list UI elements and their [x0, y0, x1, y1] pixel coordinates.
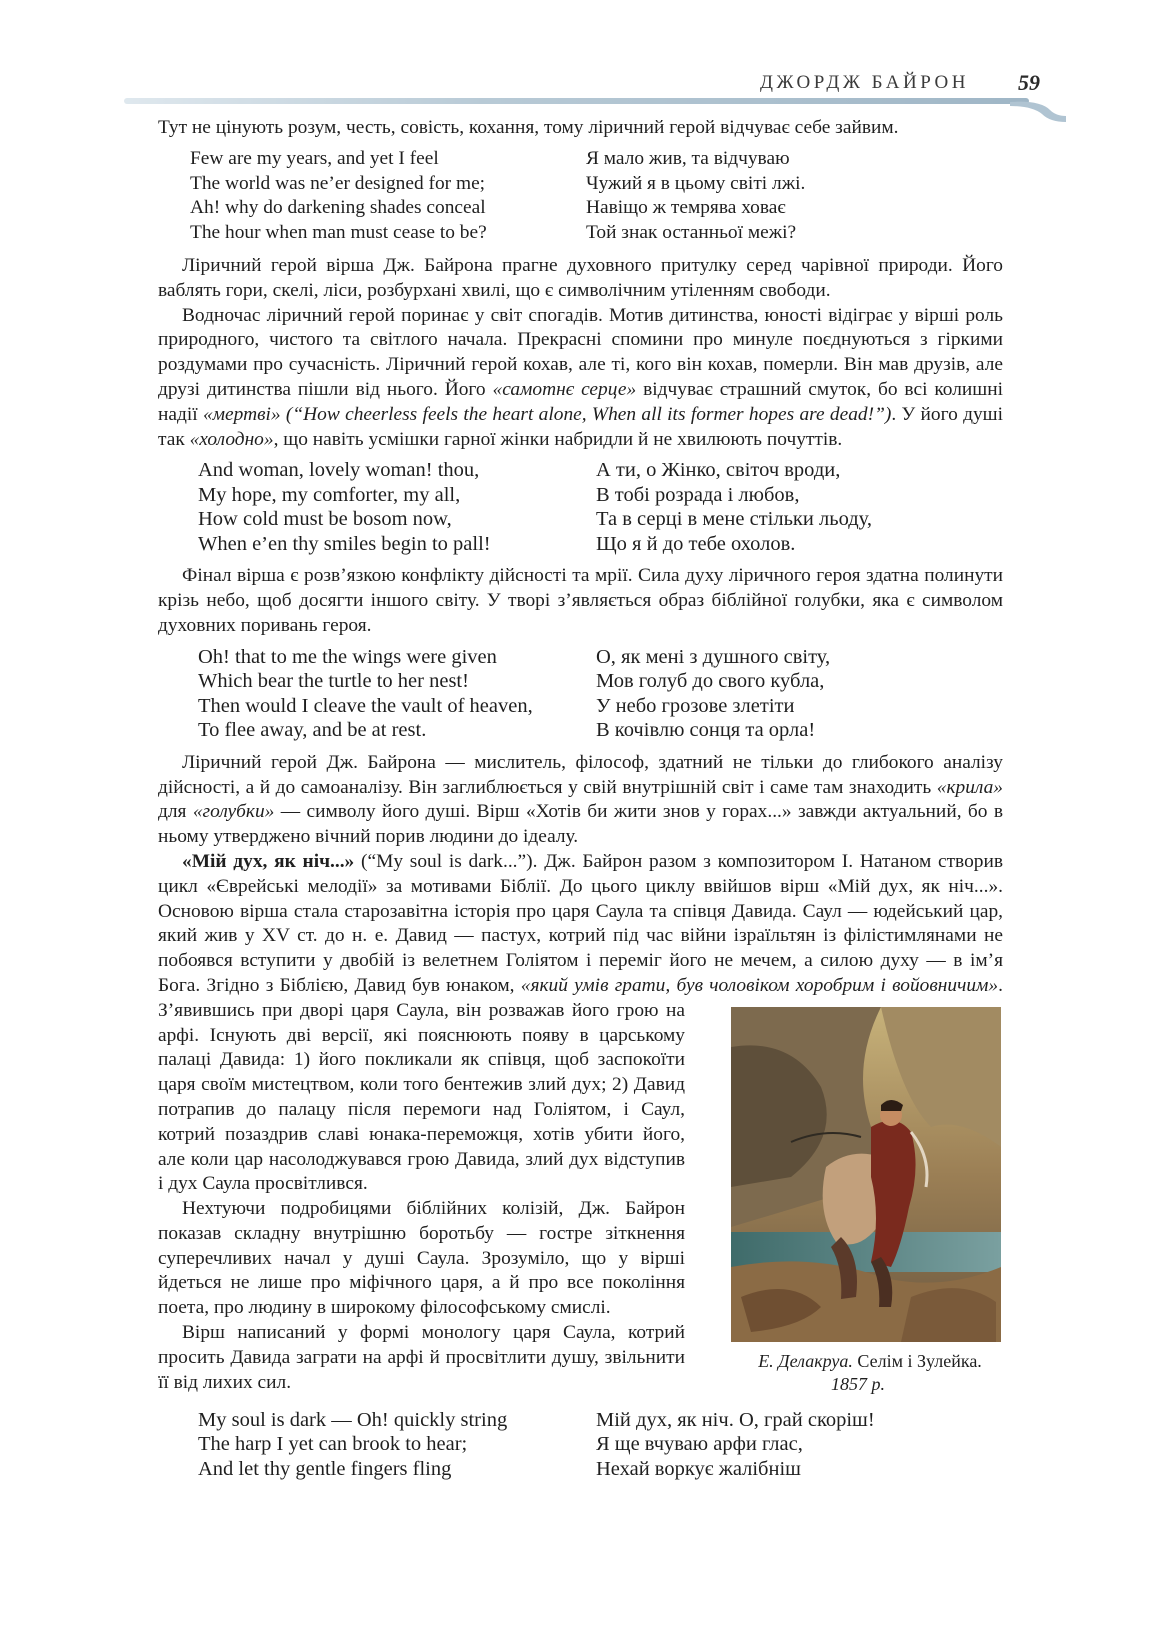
header-rule: [124, 98, 1029, 104]
poem-line: У небо грозове злетіти: [596, 694, 795, 717]
page-number: 59: [1018, 70, 1040, 95]
poem-translation: [578, 1408, 1003, 1482]
poem-line: Мов голуб до свого кубла,: [596, 670, 825, 693]
poem-line: And let thy gentle fingers fling: [198, 1457, 452, 1480]
poem-line: My hope, my comforter, my all,: [198, 483, 461, 506]
poem-line: The harp I yet can brook to hear;: [198, 1433, 468, 1456]
poem-line: Мій дух, як ніч. О, грай скоріш!: [596, 1408, 875, 1431]
poem-line: The hour when man must cease to be?: [190, 222, 487, 244]
poem-translation: [568, 147, 1003, 246]
poem-translation: [578, 645, 1003, 743]
paragraph-nature: Ліричний герой вірша Дж. Байрона прагне духовного притулку серед чарівної природи. Його ваблять гори, скелі, ліси, розбурхані хвилі, що є символічним утіленням свободи.: [158, 254, 1003, 301]
poem-translation: [578, 458, 1003, 556]
running-header-title: ДЖОРДЖ БАЙРОН: [760, 72, 969, 93]
page-body: [158, 116, 1003, 1489]
poem-original: [158, 458, 578, 556]
intro-paragraph: Тут не цінують розум, честь, совість, кохання, тому ліричний герой відчуває себе зайвим.: [158, 117, 899, 138]
poem-line: А ти, о Жінко, світоч вроди,: [596, 459, 841, 482]
paragraph-monologue: Вірш написаний у формі монологу царя Саула, котрий просить Давида заграти на арфі й просвітлити душу, звільнити її від лихих сил.: [158, 1322, 685, 1393]
poem-line: Я ще вчуваю арфи глас,: [596, 1433, 803, 1456]
poem-line: В тобі розрада і любов,: [596, 483, 800, 506]
poem-line: Few are my years, and yet I feel: [190, 147, 439, 169]
paragraph-finale: Фінал вірша є розв’язкою конфлікту дійсності та мрії. Сила духу ліричного героя здатна полинути крізь небо, щоб досягти іншого світу. У творі з’являється образ біблійної голубки, яка є символом духовних поривань героя.: [158, 565, 1003, 636]
figure: [713, 1007, 1003, 1396]
poem-line: Ah! why do darkening shades conceal: [190, 197, 486, 219]
poem-line: О, як мені з душного світу,: [596, 645, 831, 668]
poem-original: [158, 645, 578, 743]
poem-line: The world was ne’er designed for me;: [190, 172, 486, 194]
poem-line: Та в серці в мене стільки льоду,: [596, 508, 872, 531]
poem-line: Then would I cleave the vault of heaven,: [198, 694, 533, 717]
paragraph-soul-intro: «Мій дух, як ніч...» (“My soul is dark...”). Дж. Байрон разом з композитором І. Натаном створив цикл «Єврейські мелодії» за мотивами Біблії. До цього циклу ввійшов вірш «Мій дух, як ніч...». Основою вірша стала старозавітна історія про царя Саула та співця Давида. Саул — юдейський цар, який жив у XV ст. до н. е. Давид — пастух, котрий під час війни ізраїльтян із філістимлянами не побоявся вступити у двобій із велетнем Голіятом і переміг його не мечем, а силою духу — в ім’я Бога. Згідно з Біблією, Давид був юнаком, «який умів грати, був чоловіком хоробрим і войовничим» Е. Делакруа. Селім і Зулейка. 1857 р. . З’явившись при дворі царя Саула, він розважав його грою на арфі. Існують дві версії, які пояснюють появу в царському палаці Давида: 1) його покликали як співця, щоб заспокоїти царя своїм мистецтвом, коли того бентежив злий дух; 2) Давид потрапив до палацу після перемоги над Голіятом, і Саул, котрий позаздрив славі юнака-переможця, хотів убити його, але коли цар насолоджувався грою Давида, злий дух відступив і дух Саула просвітлився.: [158, 850, 1003, 1394]
paragraph-memories: Водночас ліричний герой поринає у світ спогадів. Мотив дитинства, юності відіграє у вірші роль природного, чистого та світлого начала. Прекрасні спомини про минуле поєднуються з гіркими роздумами про сучасність. Ліричний герой кохав, але ті, кого він кохав, померли. Він мав друзів, але друзі дитинства пішли від нього. Його «самотнє серце» відчуває страшний смуток, бо всі колишні надії «мертві» (“How cheerless feels the heart alone, When all its former hopes are dead!”). У його душі так «холодно», що навіть усмішки гарної жінки набридли й не хвилюють почуттів.: [158, 304, 1003, 450]
poem-original: [148, 147, 568, 246]
poem-line: When e’en thy smiles begin to pall!: [198, 532, 491, 555]
poem-excerpt-3: [158, 645, 1003, 743]
poem-line: Навіщо ж темрява ховає: [586, 197, 786, 219]
poem-line: To flee away, and be at rest.: [198, 719, 427, 742]
poem-line: And woman, lovely woman! thou,: [198, 459, 480, 482]
poem-excerpt-1: [148, 147, 1003, 246]
poem-line: Oh! that to me the wings were given: [198, 645, 497, 668]
poem-excerpt-2: [158, 458, 1003, 556]
poem-line: Which bear the turtle to her nest!: [198, 670, 469, 693]
poem-line: Я мало жив, та відчуваю: [586, 147, 790, 169]
figure-caption: Е. Делакруа. Селім і Зулейка. 1857 р.: [758, 1350, 982, 1394]
paragraph-inner-struggle: Нехтуючи подробицями біблійних колізій, Дж. Байрон показав складну внутрішню боротьбу — гостре зіткнення суперечливих начал у душі Саула. Зрозуміло, що у вірші йдеться не лише про міфічного царя, а й про все покоління поета, про людину в широкому філософському смислі.: [158, 1198, 685, 1319]
poem-line: Що я й до тебе охолов.: [596, 532, 796, 555]
poem-line: Нехай воркує жалібніш: [596, 1457, 801, 1480]
poem-line: В кочівлю сонця та орла!: [596, 719, 816, 742]
section-heading: «Мій дух, як ніч...»: [182, 850, 355, 872]
poem-line: How cold must be bosom now,: [198, 508, 452, 531]
poem-line: Чужий я в цьому світі лжі.: [586, 172, 806, 194]
poem-excerpt-4: [158, 1408, 1003, 1482]
painting-image: [731, 1007, 1001, 1342]
header-curl-ornament: [1010, 86, 1066, 126]
paragraph-thinker: Ліричний герой Дж. Байрона — мислитель, філософ, здатний не тільки до глибокого аналізу дійсності, а й до самоаналізу. Він заглиблюється у свій внутрішній світ і саме там знаходить «крила» для «голубки» — символу його душі. Вірш «Хотів би жити знов у горах...» завжди актуальний, бо в ньому утверджено вічний порив людини до ідеалу.: [158, 751, 1003, 848]
poem-line: Той знак останньої межі?: [586, 222, 797, 244]
poem-original: [158, 1408, 578, 1482]
poem-line: My soul is dark — Oh! quickly string: [198, 1408, 508, 1431]
section-my-soul-is-dark: [158, 850, 1003, 1402]
